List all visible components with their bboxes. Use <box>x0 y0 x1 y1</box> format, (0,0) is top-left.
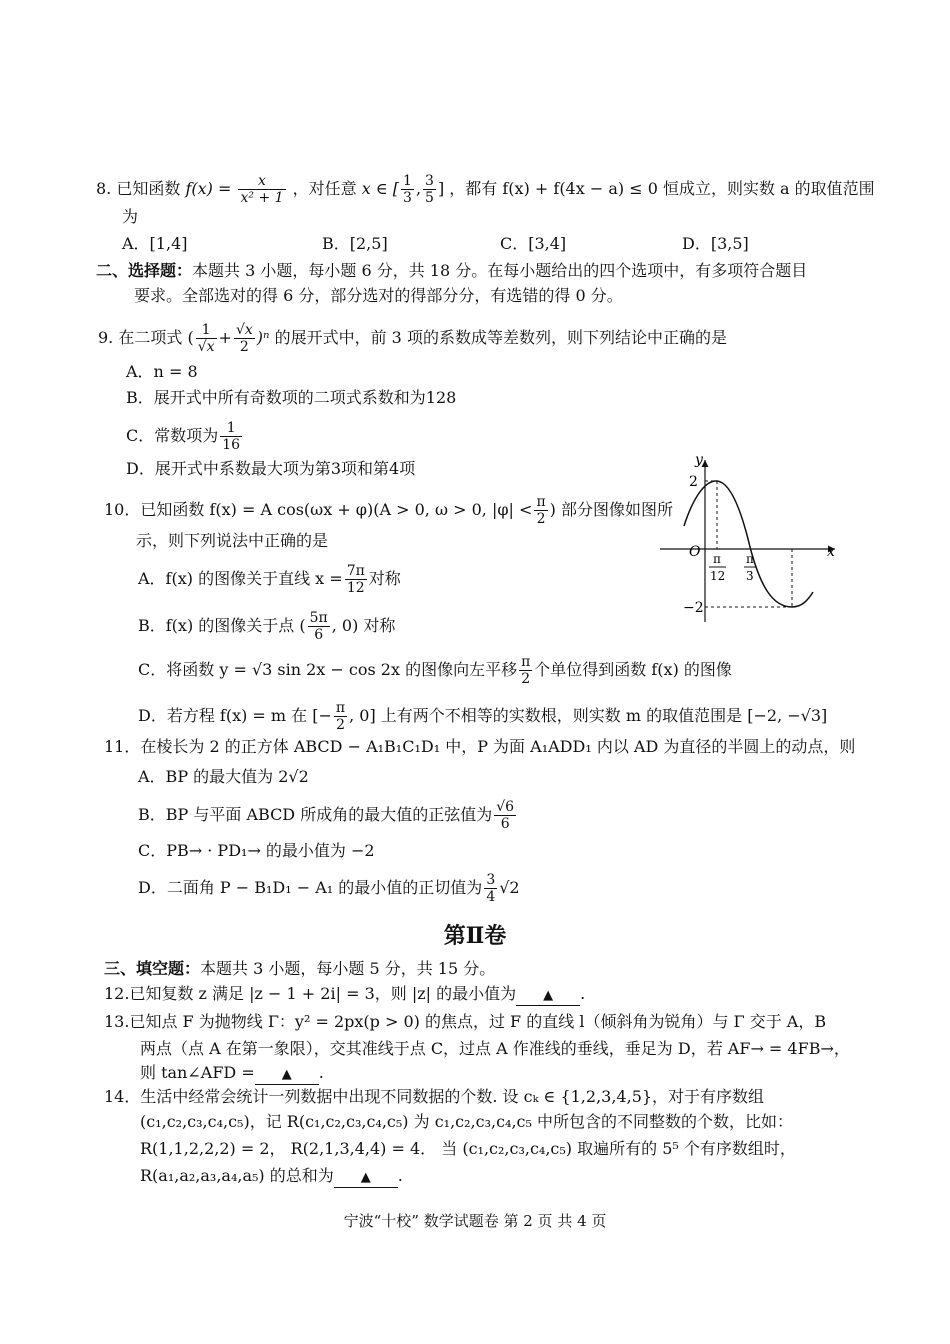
q13-answer-blank[interactable]: ▲ <box>255 1066 319 1085</box>
q8-stem-mid: ，对任意 <box>292 179 357 198</box>
section2-heading: 二、选择题： <box>96 261 193 280</box>
q8-stem: 8. 已知函数 f(x) = $\frac{x}{\text{x² + 1}}$ ，对任意 x ∈ [ $\frac{1}{3}$ , $\frac{3}{5}$ ] ，都有 f(x) + f(4x − a) ≤ 0 恒成立，则实数 a 的取值范围 <box>96 173 875 206</box>
q9-option-a: A．n = 8 <box>126 362 198 381</box>
q9-option-d: D．展开式中系数最大项为第3项和第4项 <box>126 459 416 478</box>
q11-stem: 11．在棱长为 2 的正方体 ABCD − A₁B₁C₁D₁ 中，P 为面 A₁ADD₁ 内以 AD 为直径的半圆上的动点，则 <box>104 737 856 756</box>
q8-option-a: A．[1,4] <box>122 234 188 253</box>
q10-cosine-graph <box>655 450 845 625</box>
q8-stem-post: ，都有 f(x) + f(4x − a) ≤ 0 恒成立，则实数 a 的取值范围 <box>449 179 875 198</box>
q8-stem-wrap: 为 <box>122 207 139 226</box>
q14-line3: R(1,1,2,2,2) = 2， R(2,1,3,4,4) = 4． 当 (c₁,c₂,c₃,c₄,c₅) 取遍所有的 5⁵ 个有序数组时， <box>140 1139 796 1158</box>
q9-stem: 9. 在二项式 ( $\frac{1}{√x}$ + $\frac{√x}{2}$ )ⁿ 的展开式中，前 3 项的系数成等差数列，则下列结论中正确的是 <box>98 322 727 355</box>
y-max-label: 2 <box>689 474 698 490</box>
q8-option-c: C．[3,4] <box>500 234 567 253</box>
section2-line2: 要求。全部选对的得 6 分，部分选对的得部分分，有选错的得 0 分。 <box>134 286 623 305</box>
q10-option-c: C．将函数 y = √3 sin 2x − cos 2x 的图像向左平移 $\frac{\pi}{2}$ 个单位得到函数 f(x) 的图像 <box>138 654 732 687</box>
q12-answer-blank[interactable]: ▲ <box>516 987 580 1006</box>
cosine-curve <box>684 481 813 607</box>
q13-line3: 则 tan∠AFD = ▲ . <box>140 1062 324 1085</box>
q14-line1: 14．生活中经常会统计一列数据中出现不同数据的个数. 设 cₖ ∈ {1,2,3,4,5}，对于有序数组 <box>104 1087 765 1106</box>
q10-stem: 10．已知函数 f(x) = A cos(ωx + φ)(A > 0, ω > 0, |φ| < $\frac{\pi}{2}$ ) 部分图像如图所 <box>104 494 673 527</box>
origin-label: O <box>689 544 701 560</box>
q9-option-b: B．展开式中所有奇数项的二项式系数和为128 <box>126 388 457 407</box>
q13-line2: 两点（点 A 在第一象限），交其准线于点 C，过点 A 作准线的垂线，垂足为 D，若 AF→ = 4FB→， <box>140 1039 850 1058</box>
q10-stem-wrap: 示，则下列说法中正确的是 <box>136 531 329 550</box>
q8-func-name: f(x) = <box>185 179 232 198</box>
section2-line1 <box>96 260 807 282</box>
q14-answer-blank[interactable]: ▲ <box>334 1169 398 1188</box>
q10-option-b: B．f(x) 的图像关于点 ( $\frac{5\pi}{6}$ , 0) 对称 <box>138 610 396 643</box>
q9-term1: $\frac{1}{√x}$ <box>197 322 215 355</box>
q8-option-d: D．[3,5] <box>682 234 749 253</box>
y-min-label: −2 <box>683 600 704 616</box>
q10-option-a: A．f(x) 的图像关于直线 x = $\frac{7\pi}{12}$ 对称 <box>138 563 401 596</box>
q8-number: 8. <box>96 179 112 198</box>
q14-line2: (c₁,c₂,c₃,c₄,c₅)，记 R(c₁,c₂,c₃,c₄,c₅) 为 c₁,c₂,c₃,c₄,c₅ 中所包含的不同整数的个数，比如： <box>140 1112 794 1131</box>
q9-term2: $\frac{√x}{2}$ <box>235 322 253 355</box>
q11-option-b: B．BP 与平面 ABCD 所成角的最大值的正弦值为 $\frac{√6}{6}$ <box>138 799 515 832</box>
tick1-den: 12 <box>710 569 726 583</box>
q8-func-fraction: $\frac{x}{\text{x² + 1}}$ <box>240 173 284 206</box>
page-footer: 宁波“十校” 数学试题卷 第 2 页 共 4 页 <box>343 1212 607 1230</box>
q11-option-a: A．BP 的最大值为 2√2 <box>138 767 309 786</box>
part2-title: 第Ⅱ卷 <box>443 923 507 949</box>
q14-line4: R(a₁,a₂,a₃,a₄,a₅) 的总和为 ▲ . <box>140 1165 403 1188</box>
section3-heading: 三、填空题： <box>104 959 201 978</box>
q8-range-a: $\frac{1}{3}$ <box>403 173 412 206</box>
q13-line1: 13.已知点 F 为抛物线 Γ：y² = 2px(p > 0) 的焦点，过 F 的直线 l（倾斜角为锐角）与 Γ 交于 A，B <box>104 1012 827 1031</box>
section3-line: 三、填空题：本题共 3 小题，每小题 5 分，共 15 分。 <box>104 959 496 978</box>
q8-stem-pre: 已知函数 <box>116 179 181 198</box>
q10-option-d: D．若方程 f(x) = m 在 [− $\frac{\pi}{2}$ , 0] 上有两个不相等的实数根，则实数 m 的取值范围是 [−2, −√3] <box>138 700 828 733</box>
y-axis-label: y <box>695 452 703 468</box>
q8-option-b: B．[2,5] <box>322 234 388 253</box>
section2-text1: 本题共 3 小题，每小题 6 分，共 18 分。在每小题给出的四个选项中，有多项符合题目 <box>192 261 808 280</box>
q11-option-d: D．二面角 P − B₁D₁ − A₁ 的最小值的正切值为 $\frac{3}{4}$ √2 <box>138 872 520 905</box>
q11-option-c: C．PB→ · PD₁→ 的最小值为 −2 <box>138 841 375 860</box>
q8-range-b: $\frac{3}{5}$ <box>425 173 434 206</box>
q12-stem: 12.已知复数 z 满足 |z − 1 + 2i| = 3，则 |z| 的最小值为 ▲ . <box>104 983 585 1006</box>
q8-var-x: x ∈ [ <box>361 179 400 198</box>
q9-option-c: C．常数项为 $\frac{1}{16}$ <box>126 420 241 453</box>
tick2-den: 3 <box>746 569 754 583</box>
tick1-num: π <box>713 552 721 566</box>
tick2-num: π <box>746 552 754 566</box>
x-axis-label: x <box>827 544 835 560</box>
